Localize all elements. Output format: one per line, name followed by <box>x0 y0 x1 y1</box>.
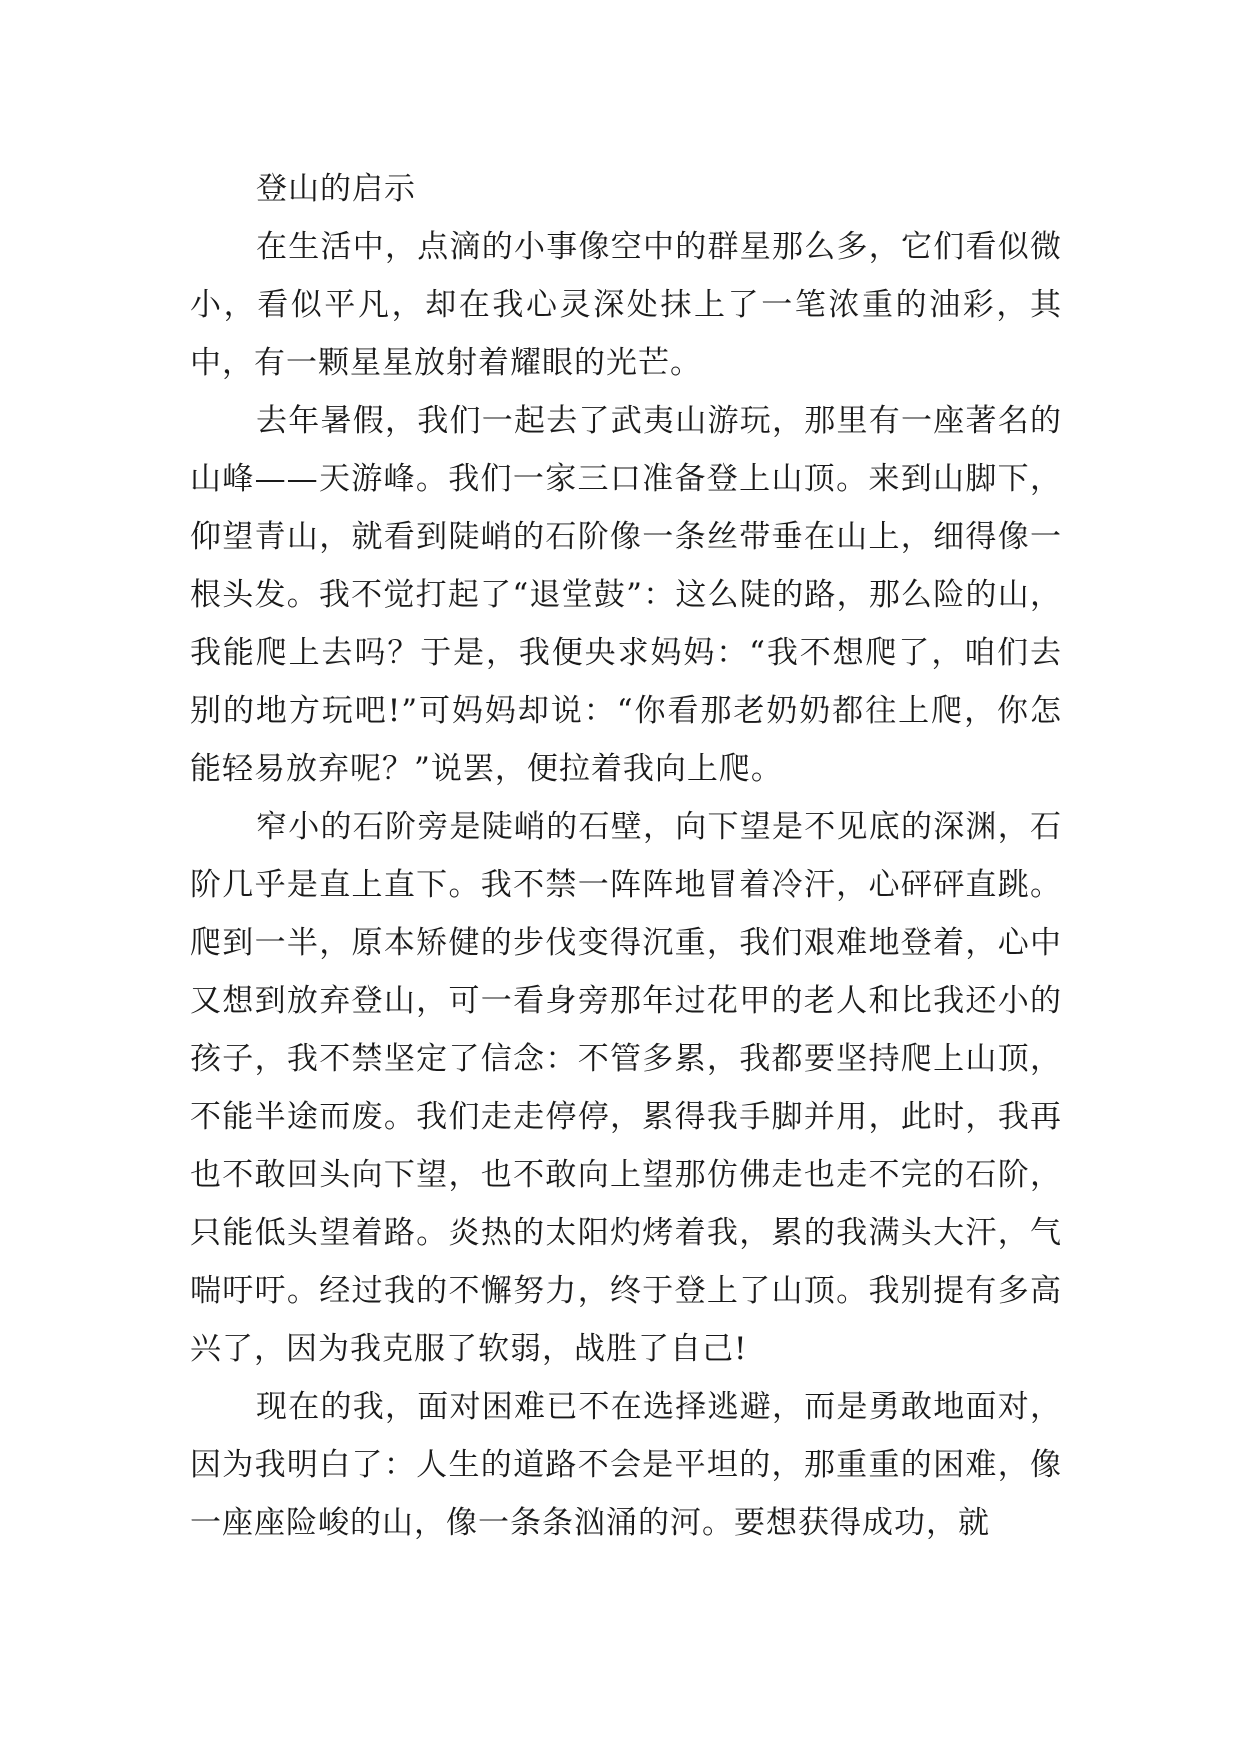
essay-paragraph-4: 现在的我，面对困难已不在选择逃避，而是勇敢地面对，因为我明白了：人生的道路不会是平坦的，那重重的困难，像一座座险峻的山，像一条条汹涌的河。要想获得成功，就 <box>190 1389 1062 1541</box>
essay-body <box>190 160 1062 1552</box>
essay-paragraph-3: 窄小的石阶旁是陡峭的石壁，向下望是不见底的深渊，石阶几乎是直上直下。我不禁一阵阵地冒着冷汗，心砰砰直跳。爬到一半，原本矫健的步伐变得沉重，我们艰难地登着，心中又想到放弃登山，可一看身旁那年过花甲的老人和比我还小的孩子，我不禁坚定了信念：不管多累，我都要坚持爬上山顶，不能半途而废。我们走走停停，累得我手脚并用，此时，我再也不敢回头向下望，也不敢向上望那仿佛走也走不完的石阶，只能低头望着路。炎热的太阳灼烤着我，累的我满头大汗，气喘吁吁。经过我的不懈努力，终于登上了山顶。我别提有多高兴了，因为我克服了软弱，战胜了自己! <box>190 809 1062 1367</box>
essay-paragraph-1: 在生活中，点滴的小事像空中的群星那么多，它们看似微小，看似平凡，却在我心灵深处抹上了一笔浓重的油彩，其中，有一颗星星放射着耀眼的光芒。 <box>190 229 1062 381</box>
essay-paragraph-2: 去年暑假，我们一起去了武夷山游玩，那里有一座著名的山峰——天游峰。我们一家三口准备登上山顶。来到山脚下，仰望青山，就看到陡峭的石阶像一条丝带垂在山上，细得像一根头发。我不觉打起了“退堂鼓”：这么陡的路，那么险的山，我能爬上去吗？于是，我便央求妈妈：“我不想爬了，咱们去别的地方玩吧!”可妈妈却说：“你看那老奶奶都往上爬，你怎能轻易放弃呢？”说罢，便拉着我向上爬。 <box>190 403 1062 787</box>
essay-title: 登山的启示 <box>256 171 416 207</box>
